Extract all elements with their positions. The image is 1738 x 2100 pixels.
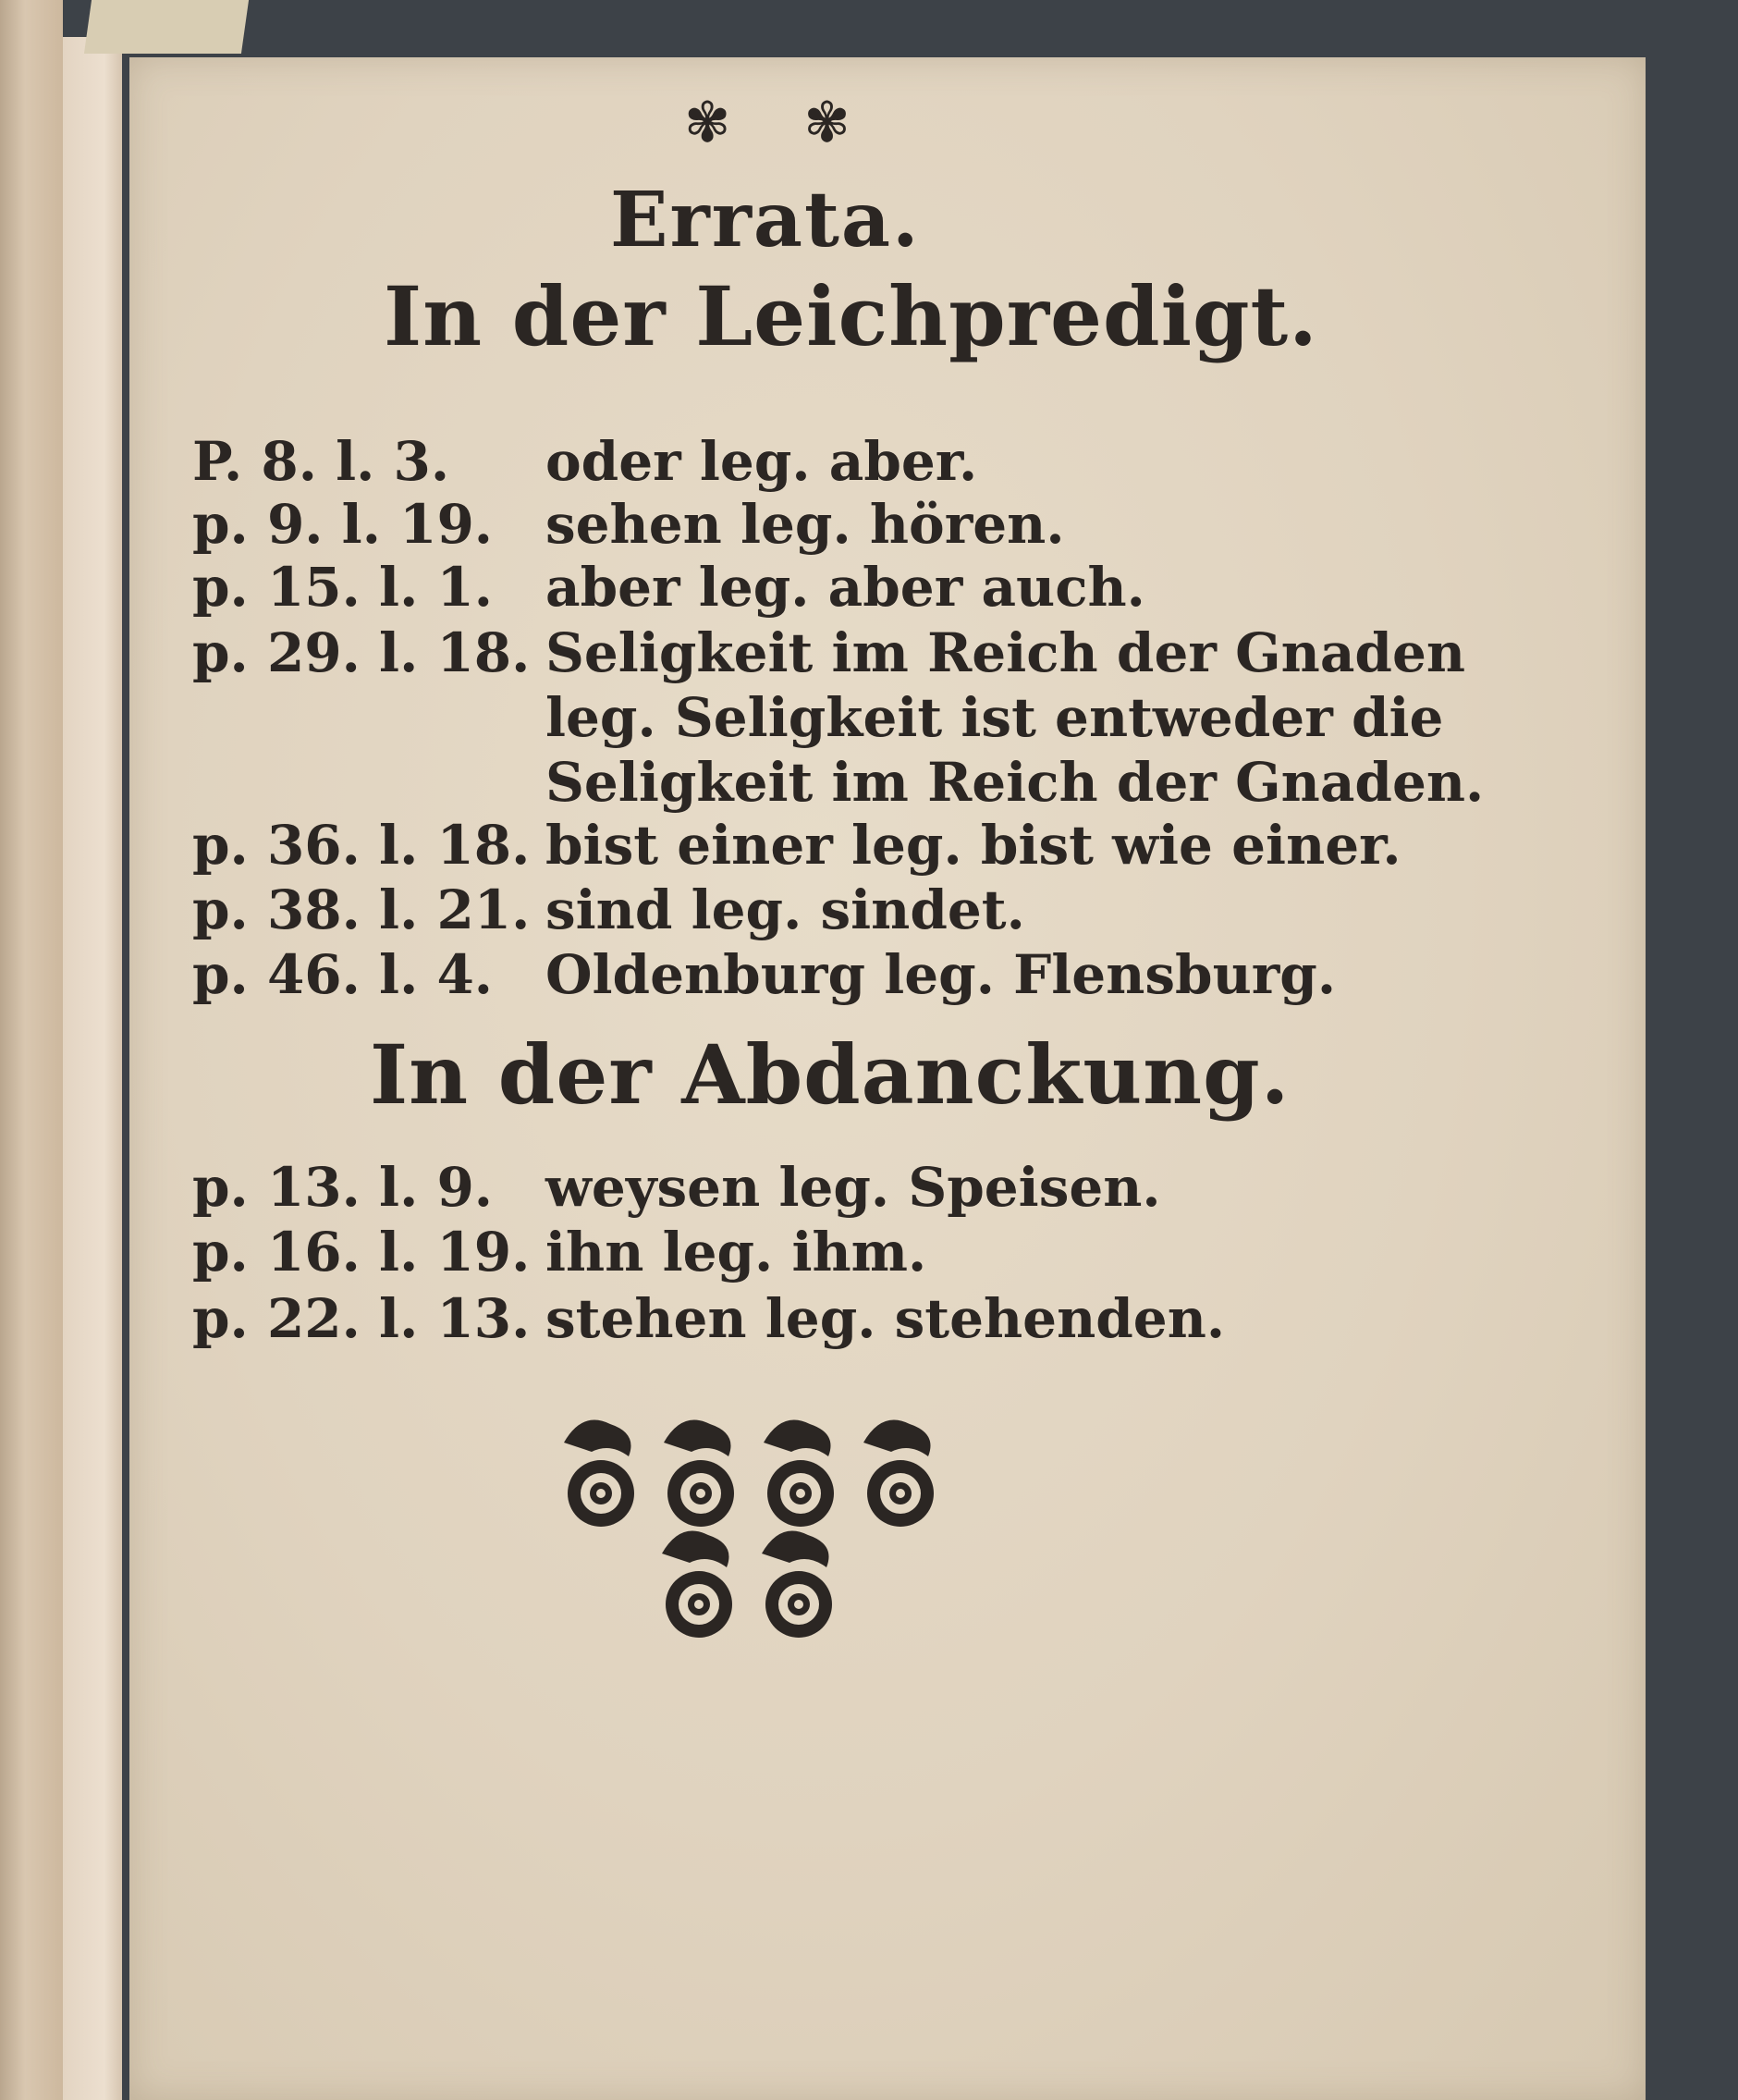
flower-ornament-icon [753,1517,845,1646]
flower-ornament-icon [555,1406,647,1535]
flower-ornament-icon [754,1406,847,1535]
entry-text: Oldenburg leg. Flensburg. [545,943,1337,1006]
entry-text: weysen leg. Speisen. [545,1156,1161,1219]
flower-ornament-icon [854,1406,947,1535]
entry-text: bist einer leg. bist wie einer. [545,814,1401,877]
entry-text: Seligkeit im Reich der Gnaden [545,621,1466,684]
tailpiece-ornament-bottom [653,1517,845,1646]
entry-ref: p. 16. l. 19. [192,1221,531,1283]
entry-text: oder leg. aber. [545,430,978,493]
entry-ref: p. 46. l. 4. [192,943,494,1006]
section-heading-leichpredigt: In der Leichpredigt. [384,268,1318,364]
entry-text: leg. Seligkeit ist entweder die [545,686,1444,749]
section-heading-abdanckung: In der Abdanckung. [370,1026,1291,1123]
paper-scrap [84,0,249,54]
entry-ref: p. 9. l. 19. [192,493,494,556]
book-edge [0,0,63,2100]
entry-text: ihn leg. ihm. [545,1221,927,1283]
entry-ref: p. 29. l. 18. [192,621,531,684]
entry-text: stehen leg. stehenden. [545,1287,1226,1350]
entry-text: aber leg. aber auch. [545,556,1145,619]
entry-text: sehen leg. hören. [545,493,1065,556]
flower-ornament-icon [653,1517,745,1646]
entry-ref: p. 38. l. 21. [192,878,531,941]
entry-ref: p. 13. l. 9. [192,1156,494,1219]
asterism-ornament: ✾ ✾ [684,91,878,155]
facing-page-edge [63,37,122,2100]
entry-ref: P. 8. l. 3. [192,430,450,493]
flower-ornament-icon [655,1406,747,1535]
entry-ref: p. 36. l. 18. [192,814,531,877]
entry-text: Seligkeit im Reich der Gnaden. [545,751,1485,814]
entry-text: sind leg. sindet. [545,878,1025,941]
entry-ref: p. 22. l. 13. [192,1287,531,1350]
page-title: Errata. [610,176,921,264]
entry-ref: p. 15. l. 1. [192,556,494,619]
tailpiece-ornament-top [555,1406,947,1535]
